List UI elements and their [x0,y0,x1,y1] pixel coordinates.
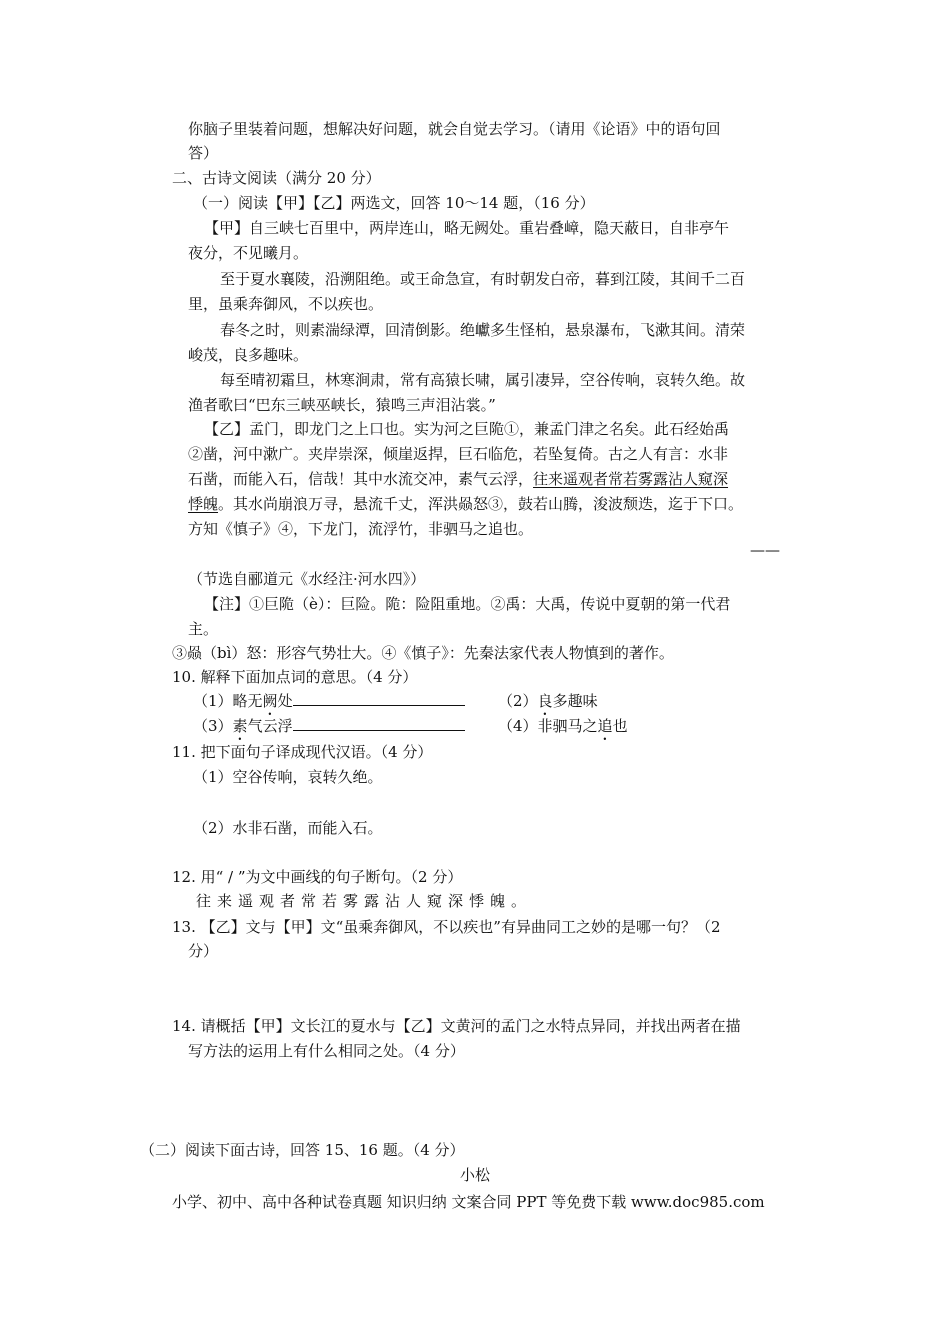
q10-item-3-pre: （3） [193,717,233,735]
q14-line-2: 写方法的运用上有什么相同之处。（4 分） [188,1042,465,1060]
q10-item-1-pre: （1）略无 [193,692,263,710]
jia-p1-a: 【甲】自三峡七百里中，两岸连山，略无阙处。重岩叠嶂，隐天蔽日，自非亭午 [204,219,730,237]
yi-line-4 [188,494,743,514]
q10-item-4-pre: （4）非驷马之 [498,717,598,735]
jia-p3-a: 春冬之时，则素湍绿潭，回清倒影。绝巘多生怪柏，悬泉瀑布，飞漱其间。清荣 [220,321,746,339]
q10-item-1-post: 处 [277,692,293,710]
jia-p1-b: 夜分，不见曦月。 [188,244,309,262]
underlined-sentence-part-2: 悸魄 [188,495,219,513]
q10-item-2-dotted: 良 [537,692,553,710]
q12-stem: 12. 用“ / ”为文中画线的句子断句。（2 分） [172,868,463,886]
yi-line-3 [188,469,728,489]
q10-answer-blank-1[interactable] [293,691,465,706]
yi-line-5: 方知《慎子》④，下龙门，流浮竹，非驷马之追也。 [188,520,534,538]
q11-sentence-2: （2）水非石凿，而能入石。 [193,819,383,837]
footer-banner: 小学、初中、高中各种试卷真题 知识归纳 文案合同 PPT 等免费下载 www.doc985.com [172,1193,765,1211]
notes-line-3: ③赑（bì）怒：形容气势壮大。④《慎子》：先秦法家代表人物慎到的著作。 [172,644,674,662]
jia-p3-b: 峻茂，良多趣味。 [188,346,309,364]
intro-line-2: 答） [188,144,219,162]
q10-item-3 [193,716,465,744]
q10-item-3-post: 气云浮 [247,717,293,735]
subsection-1-heading: （一）阅读【甲】【乙】两选文，回答 10～14 题，（16 分） [193,194,595,212]
q10-answer-blank-3[interactable] [293,716,465,731]
q10-item-3-dotted: 素 [232,717,248,735]
q10-item-1-dotted: 阙 [262,692,278,710]
q10-item-4-dotted: 追 [597,717,613,735]
jia-p2-a: 至于夏水襄陵，沿溯阻绝。或王命急宣，有时朝发白帝，暮到江陵，其间千二百 [220,270,746,288]
q10-item-2 [498,691,598,719]
q10-stem: 10. 解释下面加点词的意思。（4 分） [172,668,418,686]
q13-line-1: 13. 【乙】文与【甲】文“虽乘奔御风，不以疾也”有异曲同工之妙的是哪一句？（2 [172,918,721,936]
q11-stem: 11. 把下面句子译成现代汉语。（4 分） [172,743,433,761]
section-heading: 二、古诗文阅读（满分 20 分） [172,169,381,187]
q11-sentence-1: （1）空谷传响，哀转久绝。 [193,768,383,786]
q10-item-2-pre: （2） [498,692,538,710]
yi-line-2: ②凿，河中漱广。夹岸崇深，倾崖返捍，巨石临危，若坠复倚。古之人有言：水非 [188,445,729,463]
source-dash: —— [750,541,780,559]
q13-line-2: 分） [188,942,219,960]
q10-item-4 [498,716,628,744]
q10-item-2-post: 多趣味 [552,692,598,710]
q10-item-4-post: 也 [612,717,628,735]
notes-line-2: 主。 [188,620,219,638]
jia-p4-a: 每至晴初霜旦，林寒涧肃，常有高猿长啸，属引凄异，空谷传响，哀转久绝。故 [220,371,746,389]
yi-line-1: 【乙】孟门，即龙门之上口也。实为河之巨陒①，兼孟门津之名矣。此石经始禹 [204,420,730,438]
jia-p2-b: 里，虽乘奔御风，不以疾也。 [188,295,384,313]
q10-item-1 [193,691,465,719]
underlined-sentence-part-1: 往来遥观者常若雾露沾人窥深 [533,470,729,488]
poem-title: 小松 [460,1166,491,1184]
q12-sentence: 往来遥观者常若雾露沾人窥深悸魄。 [196,892,533,910]
yi-line-4-text: 。其水尚崩浪万寻，悬流千丈，浑洪赑怒③，鼓若山腾，浚波颓迭，迄于下口。 [218,495,744,513]
part2-heading: （二）阅读下面古诗，回答 15、16 题。（4 分） [140,1141,465,1159]
notes-line-1: 【注】①巨陒（è）：巨险。陒：险阻重地。②禹：大禹，传说中夏朝的第一代君 [204,595,731,613]
jia-p4-b: 渔者歌曰“巴东三峡巫峡长，猿鸣三声泪沾裳。” [188,396,496,414]
source-citation: （节选自郦道元《水经注·河水四》） [188,570,426,588]
q14-line-1: 14. 请概括【甲】文长江的夏水与【乙】文黄河的孟门之水特点异同，并找出两者在描 [172,1017,741,1035]
yi-line-3-text: 石凿，而能入石，信哉！其中水流交冲，素气云浮， [188,470,534,488]
intro-line-1: 你脑子里装着问题，想解决好问题，就会自觉去学习。（请用《论语》中的语句回 [188,120,721,138]
